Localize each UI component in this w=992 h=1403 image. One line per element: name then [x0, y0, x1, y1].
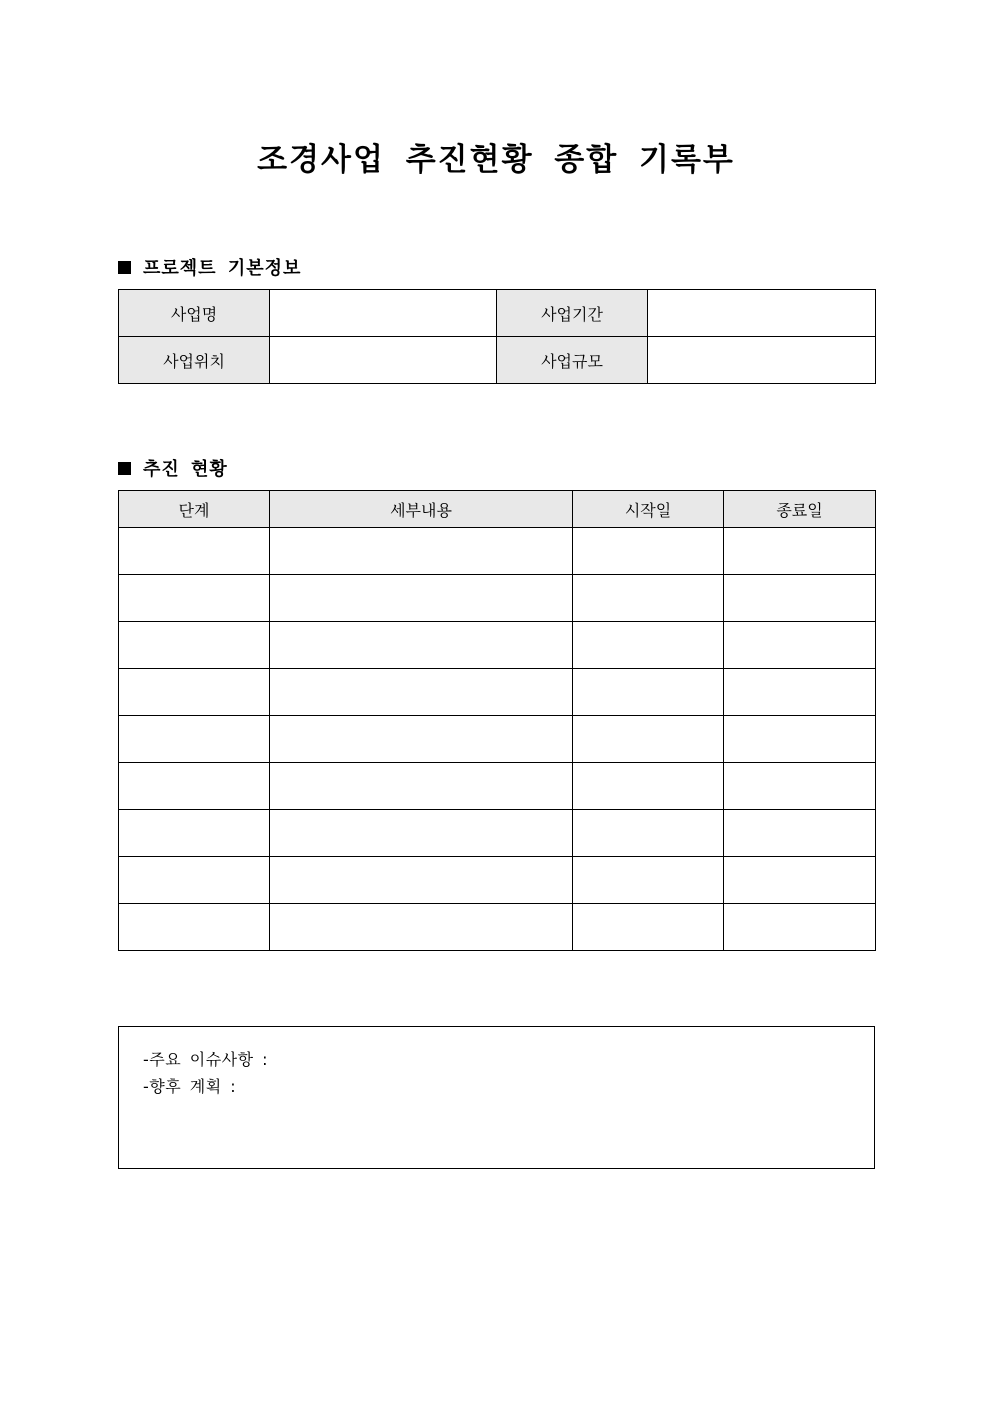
- stage-cell[interactable]: [119, 575, 270, 622]
- end-date-cell[interactable]: [724, 716, 876, 763]
- stage-cell[interactable]: [119, 669, 270, 716]
- stage-cell[interactable]: [119, 528, 270, 575]
- stage-cell[interactable]: [119, 763, 270, 810]
- table-row: [119, 810, 876, 857]
- end-date-cell[interactable]: [724, 904, 876, 951]
- business-name-label: 사업명: [119, 290, 270, 337]
- details-cell[interactable]: [270, 857, 573, 904]
- column-header-end-date: 종료일: [724, 491, 876, 528]
- basic-info-table: [118, 289, 876, 384]
- start-date-cell[interactable]: [573, 622, 724, 669]
- end-date-cell[interactable]: [724, 669, 876, 716]
- stage-cell[interactable]: [119, 904, 270, 951]
- stage-cell[interactable]: [119, 622, 270, 669]
- details-cell[interactable]: [270, 622, 573, 669]
- business-location-field[interactable]: [270, 337, 497, 384]
- start-date-cell[interactable]: [573, 857, 724, 904]
- notes-box[interactable]: [118, 1026, 875, 1169]
- business-scale-field[interactable]: [648, 337, 876, 384]
- business-name-field[interactable]: [270, 290, 497, 337]
- business-period-label: 사업기간: [497, 290, 648, 337]
- table-row: [119, 528, 876, 575]
- details-cell[interactable]: [270, 669, 573, 716]
- business-location-label: 사업위치: [119, 337, 270, 384]
- table-row: [119, 857, 876, 904]
- document-title: 조경사업 추진현황 종합 기록부: [257, 142, 735, 178]
- basic-info-heading: [118, 254, 301, 280]
- table-header-row: [119, 491, 876, 528]
- table-row: [119, 337, 876, 384]
- table-row: [119, 575, 876, 622]
- future-plan-label: -향후 계획 :: [143, 1077, 237, 1096]
- details-cell[interactable]: [270, 528, 573, 575]
- end-date-cell[interactable]: [724, 810, 876, 857]
- start-date-cell[interactable]: [573, 810, 724, 857]
- details-cell[interactable]: [270, 716, 573, 763]
- progress-heading: [118, 455, 228, 481]
- end-date-cell[interactable]: [724, 528, 876, 575]
- table-row: [119, 904, 876, 951]
- details-cell[interactable]: [270, 810, 573, 857]
- business-period-field[interactable]: [648, 290, 876, 337]
- column-header-details: 세부내용: [270, 491, 573, 528]
- stage-cell[interactable]: [119, 716, 270, 763]
- progress-heading-text: 추진 현황: [143, 459, 228, 480]
- start-date-cell[interactable]: [573, 528, 724, 575]
- table-row: [119, 622, 876, 669]
- table-row: [119, 763, 876, 810]
- table-row: [119, 290, 876, 337]
- start-date-cell[interactable]: [573, 669, 724, 716]
- square-bullet-icon: [118, 261, 131, 274]
- basic-info-heading-text: 프로젝트 기본정보: [143, 258, 302, 279]
- progress-table: [118, 490, 876, 951]
- end-date-cell[interactable]: [724, 575, 876, 622]
- business-scale-label: 사업규모: [497, 337, 648, 384]
- end-date-cell[interactable]: [724, 763, 876, 810]
- start-date-cell[interactable]: [573, 575, 724, 622]
- end-date-cell[interactable]: [724, 857, 876, 904]
- stage-cell[interactable]: [119, 857, 270, 904]
- column-header-stage: 단계: [119, 491, 270, 528]
- details-cell[interactable]: [270, 904, 573, 951]
- square-bullet-icon: [118, 462, 131, 475]
- stage-cell[interactable]: [119, 810, 270, 857]
- start-date-cell[interactable]: [573, 716, 724, 763]
- start-date-cell[interactable]: [573, 763, 724, 810]
- end-date-cell[interactable]: [724, 622, 876, 669]
- details-cell[interactable]: [270, 575, 573, 622]
- details-cell[interactable]: [270, 763, 573, 810]
- start-date-cell[interactable]: [573, 904, 724, 951]
- major-issues-label: -주요 이슈사항 :: [143, 1050, 269, 1069]
- table-row: [119, 669, 876, 716]
- column-header-start-date: 시작일: [573, 491, 724, 528]
- table-row: [119, 716, 876, 763]
